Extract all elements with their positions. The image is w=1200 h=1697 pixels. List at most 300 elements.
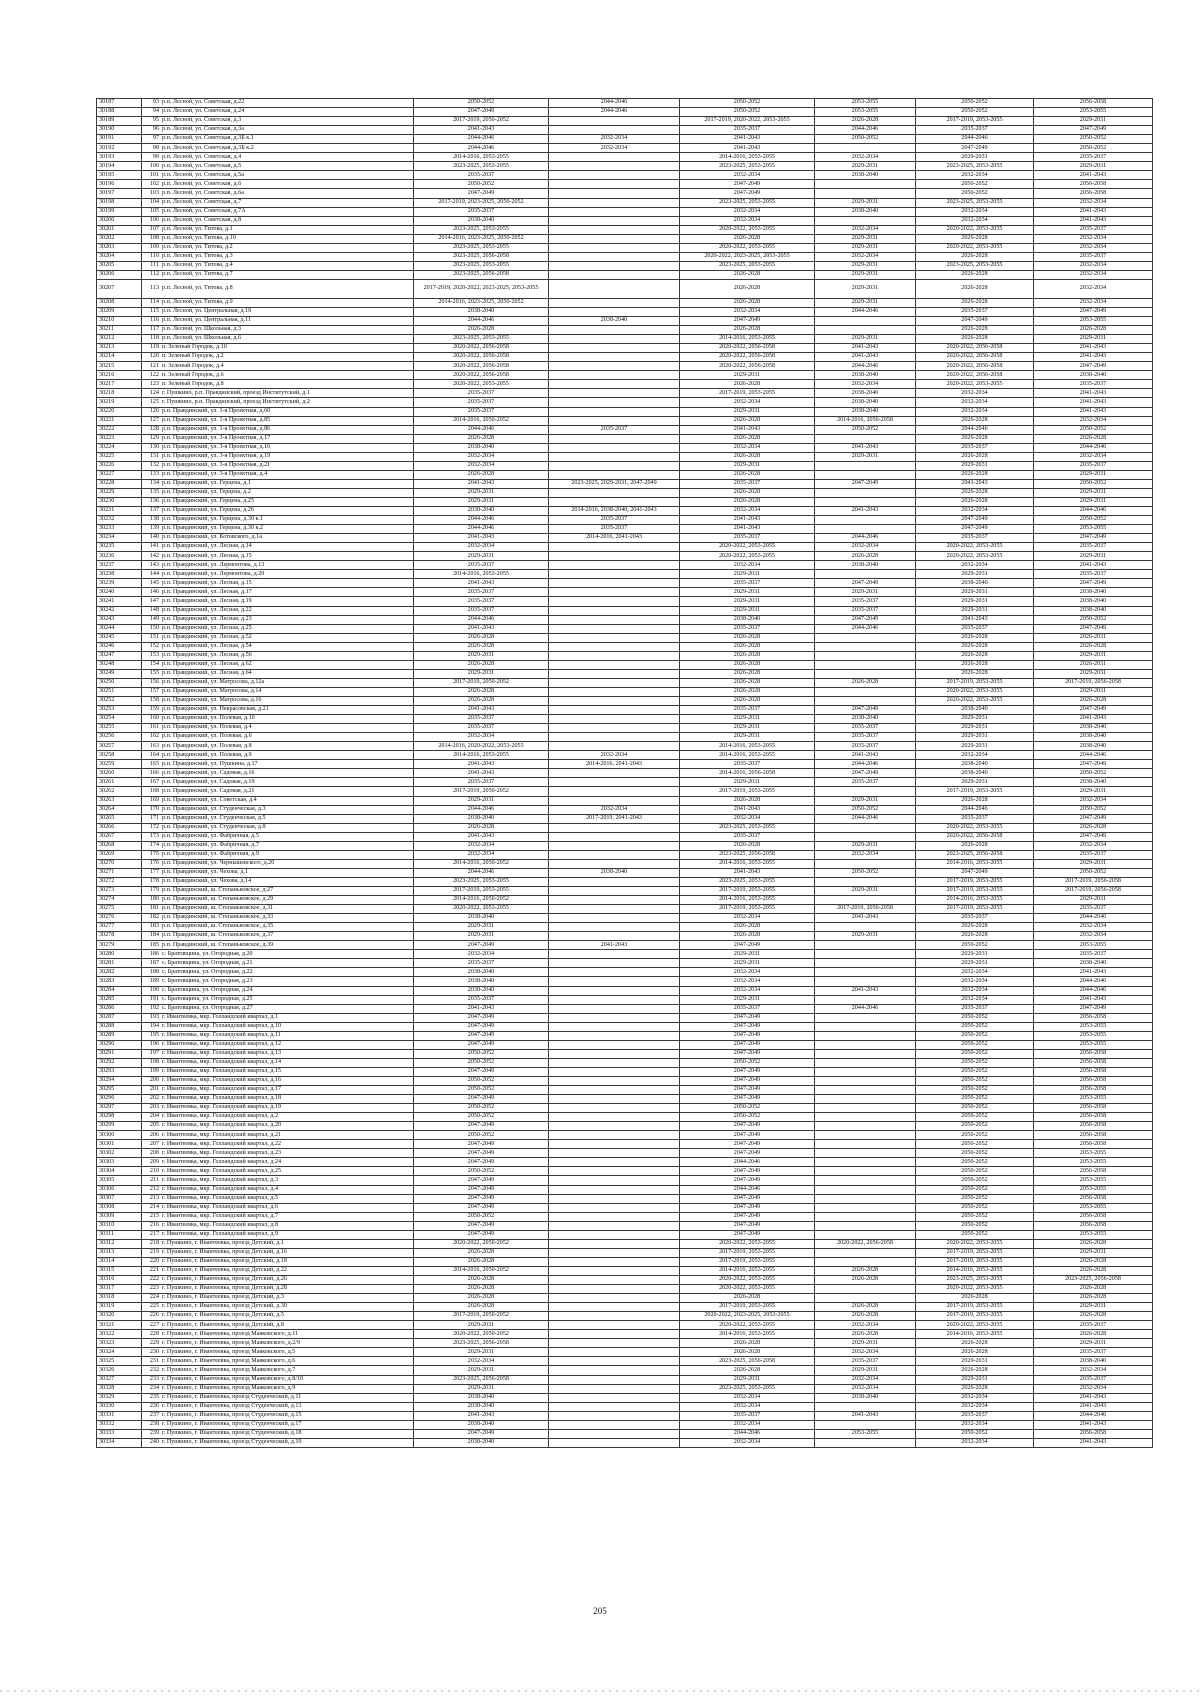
cell-item-number: 118 [142, 335, 161, 344]
cell-record-id: 30320 [97, 1312, 142, 1321]
cell-period-4: 2029-2031 [815, 932, 916, 941]
cell-period-4: 2053-2055 [815, 99, 916, 108]
cell-period-5: 2026-2028 [916, 452, 1034, 461]
cell-period-5: 2050-2052 [916, 1086, 1034, 1095]
cell-period-1: 2050-2052 [414, 1049, 549, 1058]
cell-record-id: 30208 [97, 298, 142, 307]
cell-period-3: 2047-2049 [680, 1067, 815, 1076]
cell-item-number: 207 [142, 1140, 161, 1149]
cell-address: с. Братовщина, ул. Огородная, д.24 [160, 986, 414, 995]
cell-period-4 [815, 516, 916, 525]
cell-period-3: 2026-2028 [680, 298, 815, 307]
cell-period-4: 2047-2049 [815, 769, 916, 778]
cell-period-1: 2029-2031 [414, 651, 549, 660]
cell-period-1: 2026-2028 [414, 1276, 549, 1285]
cell-item-number: 104 [142, 198, 161, 207]
table-row [97, 1257, 1153, 1266]
cell-address: г. Пушкино, г. Ивантеевка, проезд Детский, д.30 [160, 1303, 414, 1312]
cell-period-3: 2029-2031 [680, 606, 815, 615]
cell-period-6: 2047-2049 [1034, 126, 1153, 135]
cell-period-3: 2032-2034 [680, 507, 815, 516]
cell-period-4 [815, 1257, 916, 1266]
cell-period-1: 2035-2037 [414, 597, 549, 606]
cell-address: р.п. Правдинский, ш. Степаньковское, д.31 [160, 905, 414, 914]
cell-item-number: 149 [142, 615, 161, 624]
cell-item-number: 120 [142, 353, 161, 362]
cell-period-5: 2032-2034 [916, 995, 1034, 1004]
cell-item-number: 164 [142, 751, 161, 760]
table-row [97, 724, 1153, 733]
table-row [97, 579, 1153, 588]
cell-period-3: 2029-2031 [680, 733, 815, 742]
cell-period-6: 2053-2055 [1034, 1230, 1153, 1239]
cell-item-number: 236 [142, 1402, 161, 1411]
cell-period-5: 2032-2034 [916, 1438, 1034, 1447]
cell-period-3: 2035-2037 [680, 1004, 815, 1013]
cell-address: р.п. Лесной, ул. Советская, д.7А [160, 207, 414, 216]
cell-period-1: 2017-2019, 2050-2052 [414, 117, 549, 126]
cell-period-6: 2056-2058 [1034, 1140, 1153, 1149]
cell-period-3: 2032-2034 [680, 443, 815, 452]
cell-period-2 [549, 914, 680, 923]
cell-period-6: 2026-2031 [1034, 660, 1153, 669]
cell-address: г. Пушкино, г. Ивантеевка, проезд Маяковского, д.7 [160, 1366, 414, 1375]
cell-record-id: 30294 [97, 1076, 142, 1085]
cell-period-1: 2038-2040 [414, 1402, 549, 1411]
cell-period-2 [549, 651, 680, 660]
cell-period-5: 2029-2031 [916, 959, 1034, 968]
cell-period-4: 2032-2034 [815, 380, 916, 389]
cell-item-number: 189 [142, 977, 161, 986]
cell-period-6: 2056-2058 [1034, 1049, 1153, 1058]
table-row [97, 624, 1153, 633]
cell-period-6: 2026-2028 [1034, 434, 1153, 443]
cell-item-number: 127 [142, 416, 161, 425]
scan-edge-noise [0, 1690, 1200, 1692]
cell-item-number: 161 [142, 724, 161, 733]
cell-address: р.п. Лесной, ул. Советская, д.3а [160, 126, 414, 135]
cell-period-2 [549, 977, 680, 986]
cell-address: с. Братовщина, ул. Огородная, д.21 [160, 959, 414, 968]
cell-record-id: 30223 [97, 434, 142, 443]
cell-period-3: 2035-2037 [680, 624, 815, 633]
cell-period-1: 2023-2025, 2056-2058 [414, 1375, 549, 1384]
cell-period-3: 2032-2034 [680, 171, 815, 180]
table-row [97, 461, 1153, 470]
cell-period-3: 2047-2049 [680, 1194, 815, 1203]
cell-period-4: 2053-2055 [815, 1429, 916, 1438]
cell-period-3: 2032-2034 [680, 307, 815, 316]
cell-period-2 [549, 443, 680, 452]
table-row [97, 380, 1153, 389]
cell-record-id: 30199 [97, 207, 142, 216]
cell-address: г. Пушкино, г. Ивантеевка, проезд Маяковского, д.2/9 [160, 1339, 414, 1348]
cell-period-2 [549, 678, 680, 687]
cell-period-4: 2035-2037 [815, 724, 916, 733]
cell-address: г. Ивантеевка, мкр. Голландский квартал, д.7 [160, 1212, 414, 1221]
cell-period-4 [815, 461, 916, 470]
table-row [97, 950, 1153, 959]
cell-address: г. Ивантеевка, мкр. Голландский квартал, д.15 [160, 1067, 414, 1076]
cell-period-6: 2044-2046 [1034, 977, 1153, 986]
cell-item-number: 113 [142, 279, 161, 298]
cell-address: р.п. Правдинский, ул. Лесная, д.52 [160, 633, 414, 642]
table-row [97, 416, 1153, 425]
cell-period-4: 2032-2034 [815, 1348, 916, 1357]
cell-item-number: 193 [142, 1013, 161, 1022]
cell-period-2 [549, 1312, 680, 1321]
cell-item-number: 114 [142, 298, 161, 307]
cell-period-5: 2050-2052 [916, 1076, 1034, 1085]
cell-record-id: 30305 [97, 1176, 142, 1185]
cell-period-4 [815, 1212, 916, 1221]
cell-address: г. Ивантеевка, мкр. Голландский квартал, д.14 [160, 1058, 414, 1067]
cell-record-id: 30287 [97, 1013, 142, 1022]
cell-record-id: 30209 [97, 307, 142, 316]
cell-record-id: 30196 [97, 180, 142, 189]
table-row [97, 516, 1153, 525]
cell-period-6: 2026-2028 [1034, 697, 1153, 706]
table-row [97, 216, 1153, 225]
cell-address: р.п. Лесной, ул. Титова, д.8 [160, 279, 414, 298]
cell-address: р.п. Лесной, ул. Советская, д.3Б к.2 [160, 144, 414, 153]
cell-period-4: 2032-2034 [815, 850, 916, 859]
cell-record-id: 30211 [97, 326, 142, 335]
cell-address: р.п. Правдинский, ул. Полевая, д.8 [160, 742, 414, 751]
cell-period-6: 2026-2028 [1034, 1239, 1153, 1248]
cell-period-3: 2014-2016, 2053-2055 [680, 859, 815, 868]
cell-period-3: 2041-2043 [680, 868, 815, 877]
cell-record-id: 30213 [97, 344, 142, 353]
cell-period-5: 2032-2034 [916, 171, 1034, 180]
cell-record-id: 30229 [97, 488, 142, 497]
cell-period-2: 2014-2016, 2041-2043 [549, 760, 680, 769]
cell-period-6: 2035-2037 [1034, 461, 1153, 470]
cell-item-number: 194 [142, 1022, 161, 1031]
cell-record-id: 30333 [97, 1429, 142, 1438]
cell-period-1: 2050-2052 [414, 1086, 549, 1095]
cell-address: р.п. Правдинский, ш. Степаньковское, д.27 [160, 886, 414, 895]
cell-period-4: 2038-2040 [815, 207, 916, 216]
table-row [97, 344, 1153, 353]
cell-period-3: 2026-2028 [680, 326, 815, 335]
cell-record-id: 30262 [97, 787, 142, 796]
table-row [97, 1429, 1153, 1438]
cell-period-2 [549, 859, 680, 868]
cell-period-6: 2056-2058 [1034, 1013, 1153, 1022]
cell-period-3: 2047-2049 [680, 1230, 815, 1239]
cell-period-5: 2026-2028 [916, 1339, 1034, 1348]
cell-period-5: 2029-2031 [916, 715, 1034, 724]
cell-item-number: 215 [142, 1212, 161, 1221]
cell-period-6: 2026-2028 [1034, 1285, 1153, 1294]
cell-address: р.п. Правдинский, ул. Лесная, д.17 [160, 588, 414, 597]
cell-item-number: 129 [142, 434, 161, 443]
cell-period-3: 2032-2034 [680, 216, 815, 225]
cell-item-number: 138 [142, 516, 161, 525]
cell-address: р.п. Правдинский, ул. Чехова, д.1 [160, 868, 414, 877]
cell-period-4: 2014-2016, 2056-2058 [815, 416, 916, 425]
cell-period-5: 2041-2043 [916, 479, 1034, 488]
cell-period-1: 2047-2049 [414, 1095, 549, 1104]
cell-item-number: 141 [142, 543, 161, 552]
cell-period-5: 2020-2022, 2053-2055 [916, 1285, 1034, 1294]
cell-period-4: 2050-2052 [815, 805, 916, 814]
cell-period-5: 2029-2031 [916, 570, 1034, 579]
cell-period-3: 2047-2049 [680, 1031, 815, 1040]
cell-period-3: 2047-2049 [680, 1076, 815, 1085]
cell-period-5: 2026-2028 [916, 326, 1034, 335]
cell-period-3: 2035-2037 [680, 706, 815, 715]
cell-period-1: 2047-2049 [414, 1176, 549, 1185]
cell-period-3: 2029-2031 [680, 570, 815, 579]
cell-period-5: 2050-2052 [916, 1203, 1034, 1212]
table-row [97, 317, 1153, 326]
table-row [97, 162, 1153, 171]
cell-record-id: 30326 [97, 1366, 142, 1375]
table-row [97, 1095, 1153, 1104]
cell-period-2 [549, 552, 680, 561]
cell-period-4 [815, 1203, 916, 1212]
cell-period-1: 2032-2034 [414, 452, 549, 461]
cell-address: г. Ивантеевка, мкр. Голландский квартал, д.17 [160, 1086, 414, 1095]
cell-period-4: 2041-2043 [815, 344, 916, 353]
cell-address: р.п. Лесной, ул. Центральная, д.11 [160, 317, 414, 326]
cell-address: р.п. Правдинский, ул. Лесная, д.64 [160, 669, 414, 678]
cell-period-2: 2044-2046 [549, 99, 680, 108]
cell-period-1: 2023-2025, 2053-2055 [414, 243, 549, 252]
cell-period-3: 2026-2028 [680, 1348, 815, 1357]
cell-period-2 [549, 353, 680, 362]
cell-period-4 [815, 995, 916, 1004]
cell-period-5: 2020-2022, 2053-2055 [916, 1239, 1034, 1248]
table-row [97, 986, 1153, 995]
table-row [97, 1357, 1153, 1366]
cell-period-6: 2026-2028 [1034, 1330, 1153, 1339]
cell-period-5: 2032-2034 [916, 407, 1034, 416]
cell-period-6: 2041-2043 [1034, 407, 1153, 416]
table-row [97, 751, 1153, 760]
cell-period-3: 2020-2022, 2023-2025, 2053-2055 [680, 252, 815, 261]
cell-period-5: 2026-2028 [916, 416, 1034, 425]
cell-period-6: 2041-2043 [1034, 171, 1153, 180]
cell-period-5: 2020-2022, 2053-2055 [916, 687, 1034, 696]
table-row [97, 234, 1153, 243]
cell-address: г. Пушкино, г. Ивантеевка, проезд Детский, д.8 [160, 1321, 414, 1330]
cell-period-5: 2029-2031 [916, 588, 1034, 597]
cell-period-5: 2026-2028 [916, 1384, 1034, 1393]
cell-record-id: 30292 [97, 1058, 142, 1067]
cell-item-number: 237 [142, 1411, 161, 1420]
cell-period-3: 2026-2028 [680, 1339, 815, 1348]
cell-item-number: 119 [142, 344, 161, 353]
cell-item-number: 180 [142, 896, 161, 905]
cell-period-3: 2047-2049 [680, 1131, 815, 1140]
cell-period-2 [549, 416, 680, 425]
cell-period-1: 2050-2052 [414, 1104, 549, 1113]
cell-period-6: 2044-2046 [1034, 507, 1153, 516]
cell-period-2 [549, 470, 680, 479]
cell-period-1: 2029-2031 [414, 932, 549, 941]
cell-record-id: 30227 [97, 470, 142, 479]
table-row [97, 832, 1153, 841]
cell-item-number: 123 [142, 380, 161, 389]
cell-period-2 [549, 1212, 680, 1221]
table-row [97, 706, 1153, 715]
cell-period-1: 2038-2040 [414, 914, 549, 923]
cell-period-2 [549, 1221, 680, 1230]
cell-period-4: 2032-2034 [815, 252, 916, 261]
cell-period-4 [815, 1402, 916, 1411]
cell-period-1: 2029-2031 [414, 1348, 549, 1357]
table-row [97, 1312, 1153, 1321]
cell-period-1: 2014-2016, 2053-2055 [414, 751, 549, 760]
cell-period-3: 2017-2019, 2053-2055 [680, 389, 815, 398]
cell-period-3: 2032-2034 [680, 561, 815, 570]
cell-period-6: 2041-2043 [1034, 398, 1153, 407]
cell-period-3: 2047-2049 [680, 1167, 815, 1176]
cell-item-number: 224 [142, 1294, 161, 1303]
cell-period-3: 2026-2028 [680, 1294, 815, 1303]
cell-record-id: 30297 [97, 1104, 142, 1113]
cell-period-4: 2038-2040 [815, 371, 916, 380]
cell-period-5: 2035-2037 [916, 443, 1034, 452]
cell-record-id: 30216 [97, 371, 142, 380]
cell-period-6: 2029-2031 [1034, 669, 1153, 678]
cell-period-4: 2041-2043 [815, 507, 916, 516]
cell-record-id: 30303 [97, 1158, 142, 1167]
table-row [97, 153, 1153, 162]
cell-item-number: 177 [142, 868, 161, 877]
cell-period-5: 2038-2040 [916, 769, 1034, 778]
cell-period-6: 2044-2046 [1034, 751, 1153, 760]
table-row [97, 1194, 1153, 1203]
cell-period-1: 2032-2034 [414, 461, 549, 470]
cell-period-3: 2035-2037 [680, 126, 815, 135]
cell-address: р.п. Лесной, ул. Титова, д.2 [160, 243, 414, 252]
cell-period-2 [549, 298, 680, 307]
cell-period-4: 2047-2049 [815, 579, 916, 588]
cell-record-id: 30310 [97, 1221, 142, 1230]
cell-record-id: 30327 [97, 1375, 142, 1384]
cell-address: р.п. Правдинский, ул. Фабричная, д.5 [160, 832, 414, 841]
cell-record-id: 30258 [97, 751, 142, 760]
cell-period-1: 2020-2022, 2050-2052 [414, 1330, 549, 1339]
cell-period-4 [815, 923, 916, 932]
cell-period-1: 2023-2025, 2053-2055 [414, 162, 549, 171]
cell-record-id: 30295 [97, 1086, 142, 1095]
cell-period-2 [549, 742, 680, 751]
cell-period-2 [549, 606, 680, 615]
cell-period-2: 2017-2019, 2041-2043 [549, 814, 680, 823]
table-row [97, 144, 1153, 153]
cell-period-2 [549, 923, 680, 932]
cell-record-id: 30276 [97, 914, 142, 923]
table-row [97, 1248, 1153, 1257]
cell-period-3: 2047-2049 [680, 1176, 815, 1185]
cell-period-2 [549, 434, 680, 443]
cell-period-3: 2014-2016, 2053-2055 [680, 1330, 815, 1339]
cell-period-6: 2032-2034 [1034, 452, 1153, 461]
cell-record-id: 30242 [97, 606, 142, 615]
cell-period-6: 2029-2031 [1034, 335, 1153, 344]
cell-period-6: 2032-2034 [1034, 234, 1153, 243]
cell-period-3: 2026-2028 [680, 923, 815, 932]
cell-period-5: 2050-2052 [916, 1185, 1034, 1194]
cell-period-5: 2035-2037 [916, 814, 1034, 823]
cell-period-6: 2047-2049 [1034, 814, 1153, 823]
cell-record-id: 30191 [97, 135, 142, 144]
cell-record-id: 30289 [97, 1031, 142, 1040]
cell-period-6: 2023-2025, 2056-2058 [1034, 1276, 1153, 1285]
cell-period-1: 2050-2052 [414, 1076, 549, 1085]
cell-period-3: 2026-2028 [680, 470, 815, 479]
cell-item-number: 103 [142, 189, 161, 198]
cell-period-4 [815, 660, 916, 669]
cell-record-id: 30212 [97, 335, 142, 344]
cell-period-3: 2026-2028 [680, 416, 815, 425]
cell-period-2 [549, 452, 680, 461]
cell-period-3: 2047-2049 [680, 1203, 815, 1212]
cell-address: р.п. Правдинский, ул. Пушкина, д.17 [160, 760, 414, 769]
cell-address: г. Пушкино, г. Ивантеевка, проезд Детский, д.1 [160, 1239, 414, 1248]
table-row [97, 1438, 1153, 1447]
cell-record-id: 30243 [97, 615, 142, 624]
cell-period-3: 2038-2040 [680, 615, 815, 624]
cell-period-6: 2029-2031 [1034, 859, 1153, 868]
table-row [97, 669, 1153, 678]
cell-period-2 [549, 1086, 680, 1095]
cell-period-4: 2029-2031 [815, 452, 916, 461]
table-row [97, 896, 1153, 905]
cell-period-3: 2026-2028 [680, 796, 815, 805]
cell-period-2 [549, 398, 680, 407]
cell-item-number: 122 [142, 371, 161, 380]
cell-period-4 [815, 697, 916, 706]
cell-period-5: 2050-2052 [916, 1067, 1034, 1076]
cell-period-4: 2041-2043 [815, 353, 916, 362]
cell-record-id: 30266 [97, 823, 142, 832]
cell-item-number: 110 [142, 252, 161, 261]
cell-period-5: 2020-2022, 2053-2055 [916, 823, 1034, 832]
cell-address: р.п. Правдинский, ш. Степаньковское, д.39 [160, 941, 414, 950]
cell-period-1: 2041-2043 [414, 624, 549, 633]
cell-period-2 [549, 1294, 680, 1303]
cell-period-6: 2032-2034 [1034, 841, 1153, 850]
cell-period-6: 2050-2052 [1034, 615, 1153, 624]
table-row [97, 1348, 1153, 1357]
cell-period-4 [815, 950, 916, 959]
cell-period-6: 2032-2034 [1034, 1366, 1153, 1375]
cell-period-1: 2035-2037 [414, 715, 549, 724]
cell-item-number: 139 [142, 525, 161, 534]
table-row [97, 932, 1153, 941]
cell-period-6: 2032-2034 [1034, 243, 1153, 252]
cell-period-1: 2032-2034 [414, 950, 549, 959]
table-row [97, 995, 1153, 1004]
cell-period-3: 2047-2049 [680, 180, 815, 189]
cell-item-number: 212 [142, 1185, 161, 1194]
cell-address: р.п. Правдинский, ул. Лесная, д.62 [160, 660, 414, 669]
cell-period-1: 2035-2037 [414, 588, 549, 597]
cell-period-1: 2047-2049 [414, 1194, 549, 1203]
cell-period-5: 2035-2037 [916, 914, 1034, 923]
cell-address: г. Ивантеевка, мкр. Голландский квартал, д.24 [160, 1158, 414, 1167]
cell-period-4: 2050-2052 [815, 425, 916, 434]
table-row [97, 1230, 1153, 1239]
cell-period-3: 2020-2022, 2053-2055 [680, 543, 815, 552]
cell-record-id: 30328 [97, 1384, 142, 1393]
